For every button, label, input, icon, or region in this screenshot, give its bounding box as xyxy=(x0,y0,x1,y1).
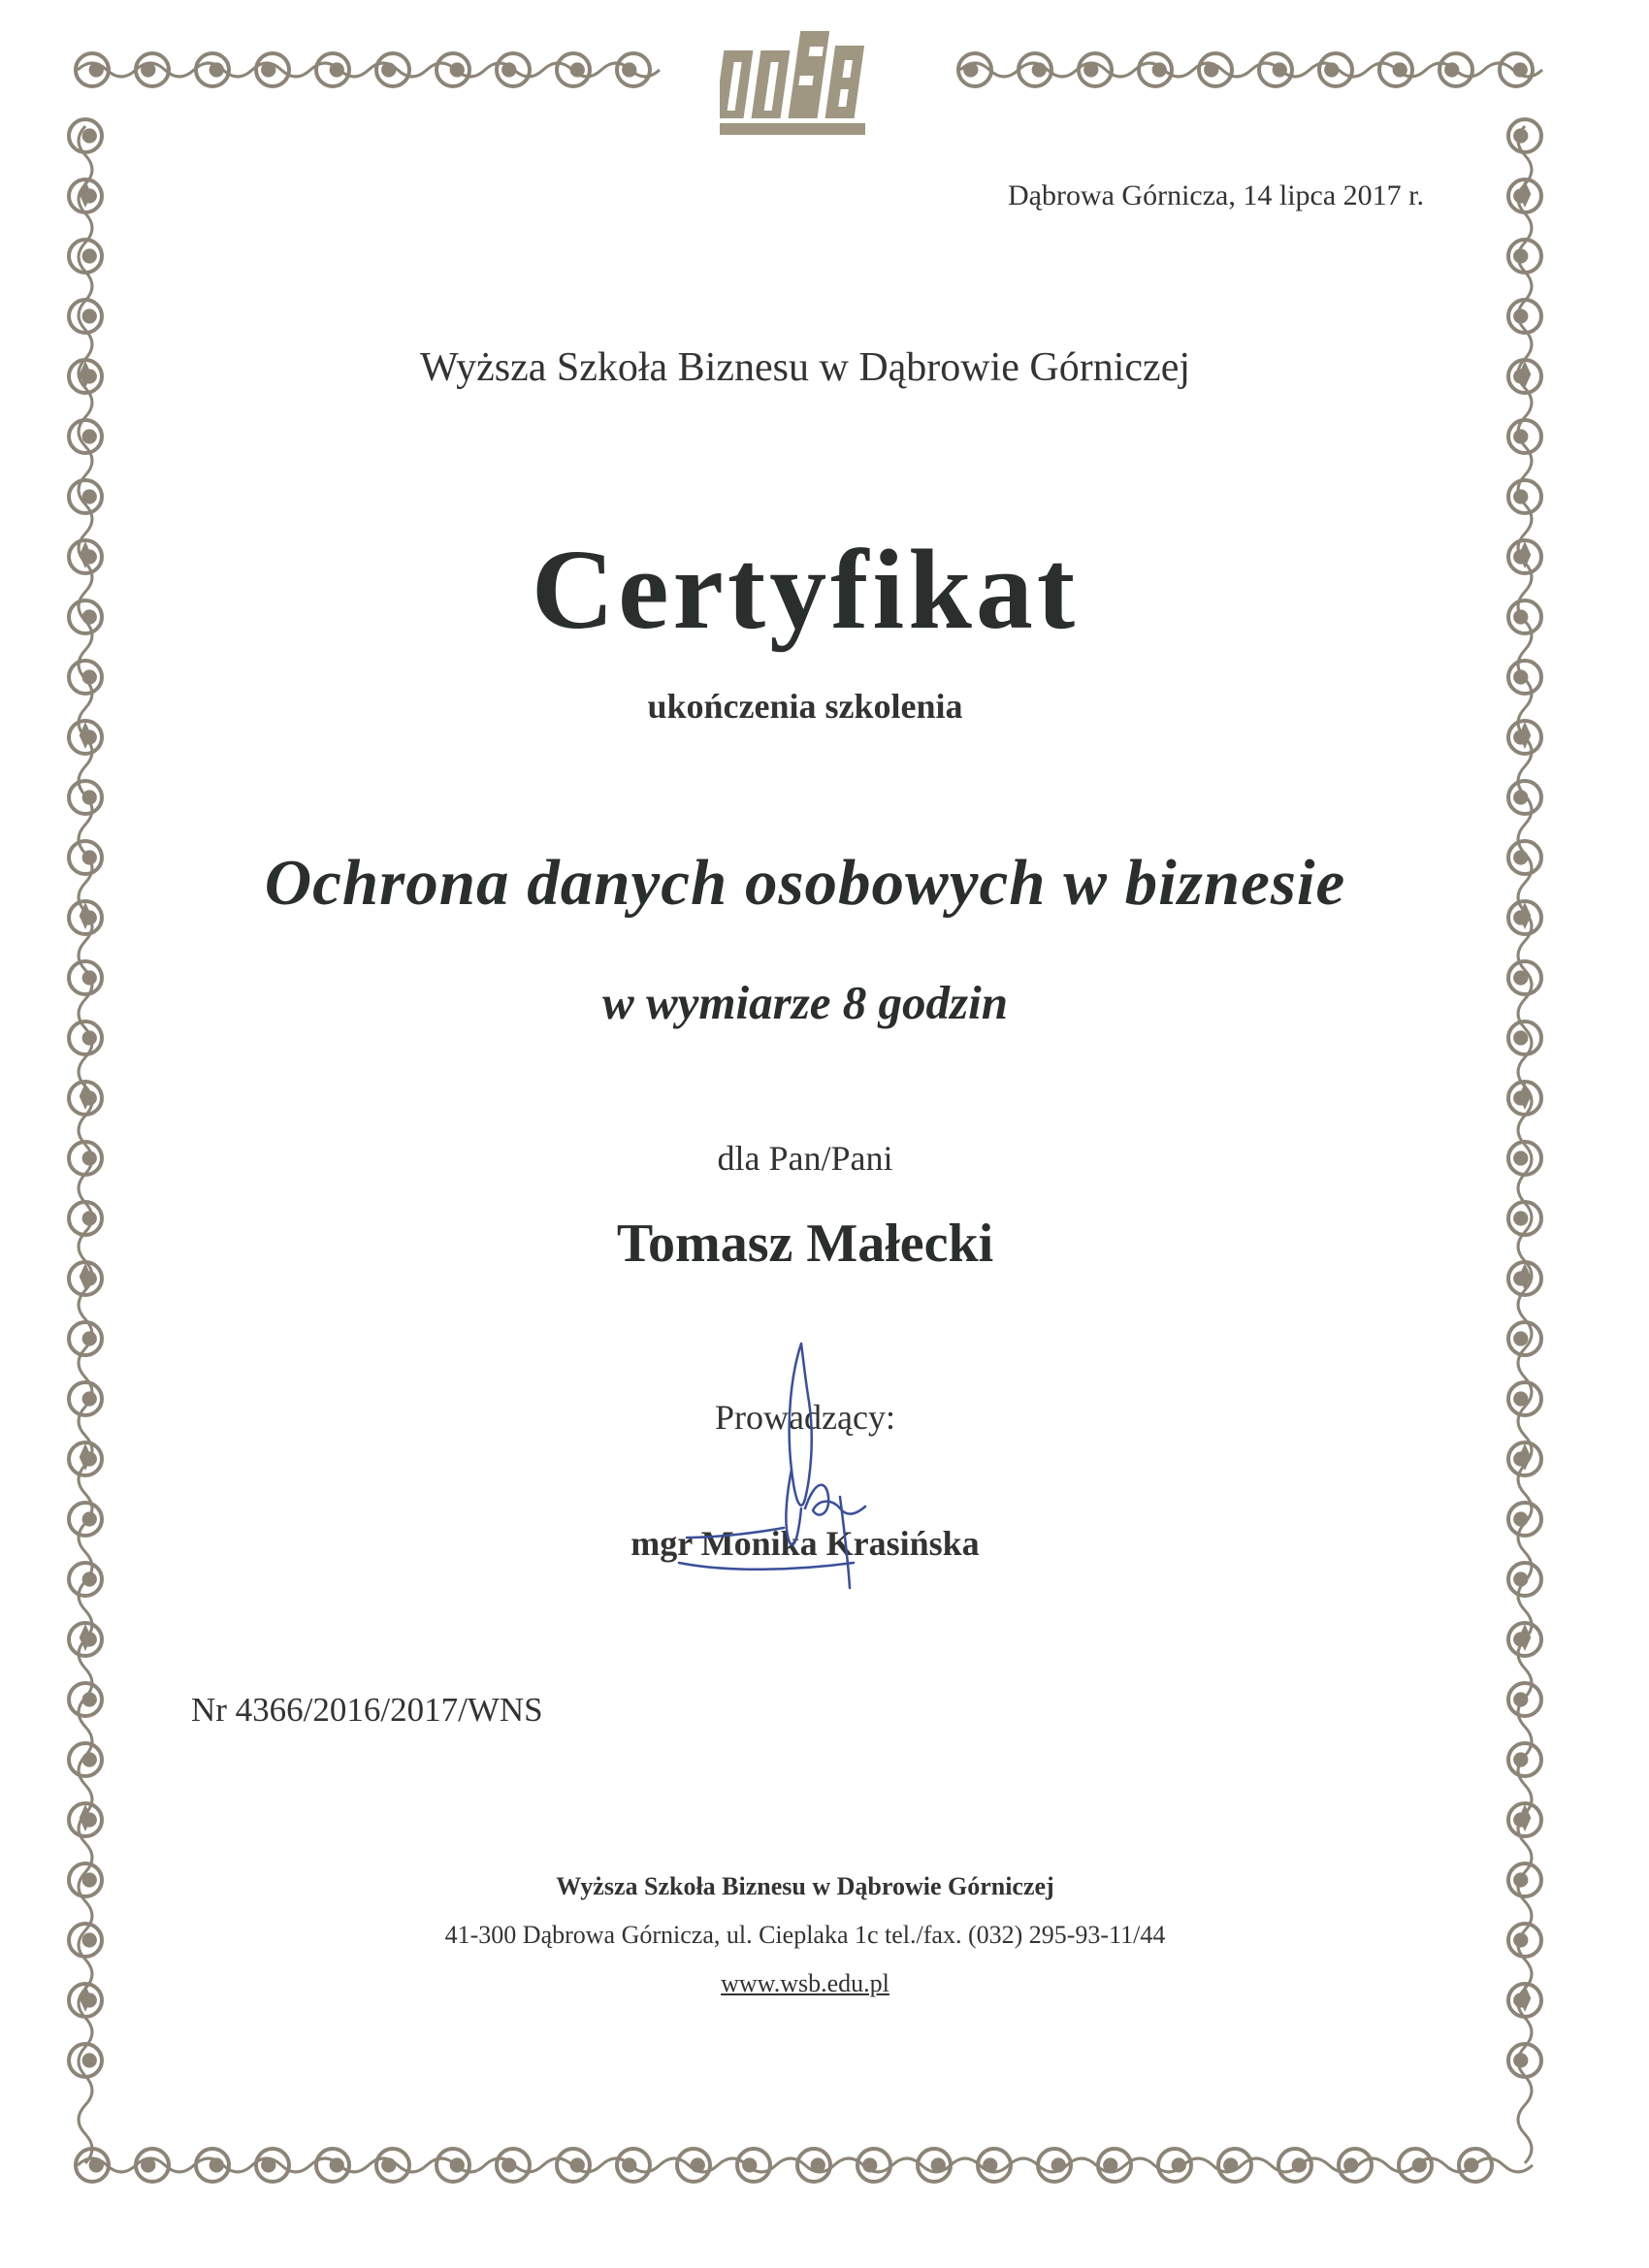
ornament-swirl xyxy=(1218,2149,1251,2182)
ornament-swirl xyxy=(557,2149,590,2182)
ornament-swirl xyxy=(1508,119,1541,152)
wsb-logo xyxy=(720,12,885,147)
ornament-diamond xyxy=(80,1443,92,1471)
ornament-diamond xyxy=(80,1083,92,1110)
ornament-swirl xyxy=(497,53,530,86)
ornament-swirl xyxy=(1459,2149,1492,2182)
ornament-swirl xyxy=(436,53,469,86)
ornament-swirl xyxy=(1508,781,1541,814)
ornament-swirl xyxy=(436,2149,469,2182)
ornament-swirl xyxy=(1399,2149,1432,2182)
ornament-swirl xyxy=(958,53,991,86)
ornament-swirl xyxy=(1379,53,1412,86)
ornament-swirl xyxy=(1339,2149,1372,2182)
ornament-swirl xyxy=(256,2149,289,2182)
certificate-number: Nr 4366/2016/2017/WNS xyxy=(191,1691,543,1729)
ornament-swirl xyxy=(1158,2149,1191,2182)
ornament-swirl xyxy=(69,480,102,513)
recipient-label: dla Pan/Pani xyxy=(717,1139,893,1178)
ornament-swirl xyxy=(1508,1683,1541,1716)
ornament-diamond xyxy=(80,180,92,208)
ornament-diamond xyxy=(1519,1443,1532,1471)
logo-text: WSB xyxy=(797,146,800,147)
ornament-swirl xyxy=(1508,480,1541,513)
ornament-swirl xyxy=(69,1683,102,1716)
ornament-swirl xyxy=(76,53,109,86)
certificate-title: Certyfikat xyxy=(531,526,1080,653)
trainer-signature xyxy=(611,1334,922,1605)
ornament-diamond xyxy=(1519,1083,1532,1110)
ornament-swirl xyxy=(737,2149,770,2182)
ornament-swirl xyxy=(1508,1743,1541,1776)
ornament-swirl xyxy=(1199,53,1232,86)
trainer-label: Prowadzący: xyxy=(715,1398,895,1437)
ornament-swirl xyxy=(256,53,289,86)
footer-address: 41-300 Dąbrowa Górnicza, ul. Cieplaka 1c tel./fax. (032) 295-93-11/44 xyxy=(444,1921,1166,1949)
ornament-swirl xyxy=(1439,53,1472,86)
ornament-swirl xyxy=(376,53,409,86)
ornament-swirl xyxy=(1508,1563,1541,1596)
ornament-swirl xyxy=(617,2149,650,2182)
footer-website-link[interactable]: www.wsb.edu.pl xyxy=(721,1969,889,1997)
ornament-swirl xyxy=(196,2149,229,2182)
ornament-swirl xyxy=(1319,53,1352,86)
issue-date: Dąbrowa Górnicza, 14 lipca 2017 r. xyxy=(1007,179,1424,211)
ornament-swirl xyxy=(69,1563,102,1596)
ornament-swirl xyxy=(69,119,102,152)
ornament-swirl xyxy=(376,2149,409,2182)
ornament-swirl xyxy=(557,53,590,86)
ornament-diamond xyxy=(1519,180,1532,208)
institution-name: Wyższa Szkoła Biznesu w Dąbrowie Górniczej xyxy=(419,345,1191,390)
certificate-subtitle: ukończenia szkolenia xyxy=(647,687,963,726)
ornament-swirl xyxy=(497,2149,530,2182)
ornament-swirl xyxy=(316,2149,349,2182)
ornament-swirl xyxy=(69,781,102,814)
course-duration: w wymiarze 8 godzin xyxy=(602,976,1008,1029)
ornament-swirl xyxy=(797,2149,830,2182)
ornament-swirl xyxy=(196,53,229,86)
ornament-swirl xyxy=(1500,53,1533,86)
ornament-swirl xyxy=(677,2149,710,2182)
trainer-name: mgr Monika Krasińska xyxy=(630,1524,980,1563)
footer-institution: Wyższa Szkoła Biznesu w Dąbrowie Górniczej xyxy=(556,1872,1054,1900)
ornament-swirl xyxy=(316,53,349,86)
ornament-swirl xyxy=(1259,53,1292,86)
ornament-swirl xyxy=(69,1743,102,1776)
ornament-swirl xyxy=(1139,53,1172,86)
course-title: Ochrona danych osobowych w biznesie xyxy=(264,847,1346,919)
recipient-name: Tomasz Małecki xyxy=(616,1214,994,1274)
ornament-swirl xyxy=(617,53,650,86)
ornament-swirl xyxy=(1278,2149,1311,2182)
ornament-vine xyxy=(78,2158,1533,2172)
ornament-swirl xyxy=(978,2149,1011,2182)
